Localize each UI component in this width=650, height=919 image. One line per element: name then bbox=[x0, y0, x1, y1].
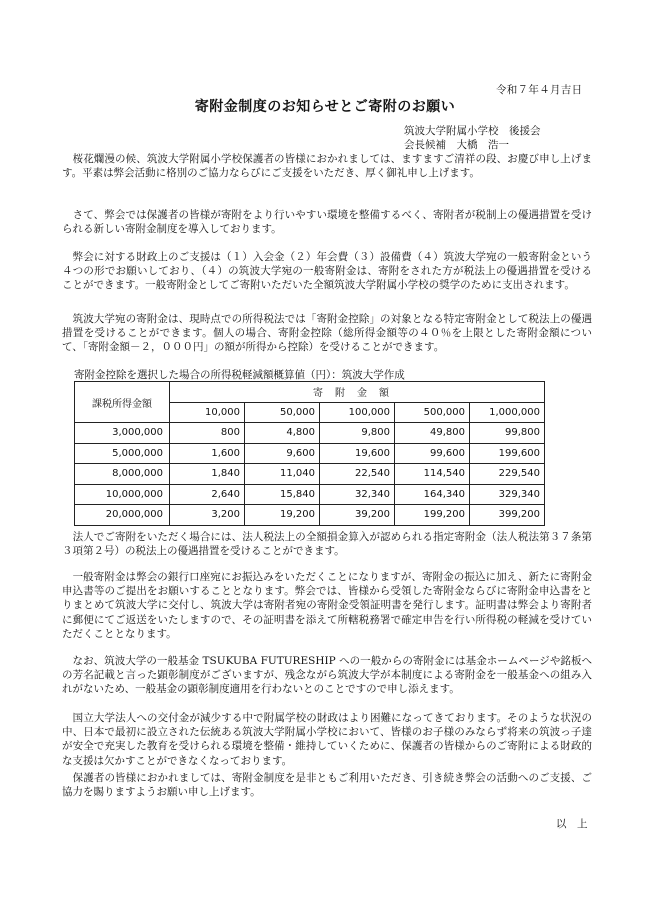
amount-column-header: 1,000,000 bbox=[470, 402, 545, 423]
value-cell: 99,600 bbox=[395, 443, 470, 464]
value-cell: 99,800 bbox=[470, 423, 545, 444]
value-cell: 9,800 bbox=[320, 423, 395, 444]
table-row bbox=[75, 484, 545, 505]
value-cell: 114,540 bbox=[395, 464, 470, 485]
paragraph-greeting: 桜花爛漫の候、筑波大学附属小学校保護者の皆様におかれましては、ますますご清祥の段、お慶び申し上げます。平素は弊会活動に格別のご協力ならびにご支援をいただき、厚く御礼申し上げます。 bbox=[62, 153, 592, 180]
sender-name: 会長候補 大橋 浩一 bbox=[404, 139, 509, 151]
value-cell: 329,340 bbox=[470, 484, 545, 505]
value-cell: 199,200 bbox=[395, 505, 470, 526]
value-cell: 49,800 bbox=[395, 423, 470, 444]
paragraph-support-types: 弊会に対する財政上のご支援は（１）入会金（２）年会費（３）設備費（４）筑波大学宛の一般寄附金という４つの形でお願いしており、（４）の筑波大学宛の一般寄附金は、寄附をされた方が税法上の優遇措置を受けることができます。一般寄附金としてご寄附いただいた全額筑波大学附属小学校の奨学のために支出されます。 bbox=[62, 251, 592, 292]
value-cell: 32,340 bbox=[320, 484, 395, 505]
paragraph-procedure: 一般寄附金は弊会の銀行口座宛にお振込みをいただくことになりますが、寄附金の振込に加え、新たに寄附金申込書等のご提出をお願いすることとなります。弊会では、皆様から受領した寄附金ならびに寄附金申込書をとりまとめて筑波大学に交付し、筑波大学は寄附者宛の寄附金受領証明書を発行します。証明書は弊会より寄附者に郵便にてご返送をいたしますので、その証明書を添えて所轄税務署で確定申告を行い所得税の軽減を受けていただくこととなります。 bbox=[62, 571, 592, 640]
letter-title: 寄附金制度のお知らせとご寄附のお願い bbox=[194, 99, 456, 115]
paragraph-corporate: 法人でご寄附をいただく場合には、法人税法上の全額損金算入が認められる指定寄附金（法人税法第３７条第３項第２号）の税法上の優遇措置を受けることができます。 bbox=[62, 531, 592, 558]
value-cell: 19,600 bbox=[320, 443, 395, 464]
value-cell: 19,200 bbox=[245, 505, 320, 526]
value-cell: 4,800 bbox=[245, 423, 320, 444]
table-row bbox=[75, 464, 545, 485]
value-cell: 1,600 bbox=[170, 443, 245, 464]
value-cell: 800 bbox=[170, 423, 245, 444]
amount-column-header: 10,000 bbox=[170, 402, 245, 423]
paragraph-request: 保護者の皆様におかれましては、寄附金制度を是非ともご利用いただき、引き続き弊会の活動へのご支援、ご協力を賜りますようお願い申し上げます。 bbox=[62, 772, 592, 799]
income-cell: 8,000,000 bbox=[75, 464, 170, 485]
income-cell: 3,000,000 bbox=[75, 423, 170, 444]
income-column-header: 課税所得金額 bbox=[75, 382, 170, 423]
paragraph-tax-deduction: 筑波大学宛の寄附金は、現時点での所得税法では「寄附金控除」の対象となる特定寄附金として税法上の優遇措置を受けることができます。個人の場合、寄附金控除（総所得金額等の４０％を上限とした寄附金額について、「寄附金額－２，０００円」の額が所得から控除）を受けることができます。 bbox=[62, 313, 592, 354]
value-cell: 22,540 bbox=[320, 464, 395, 485]
amount-column-header: 500,000 bbox=[395, 402, 470, 423]
value-cell: 39,200 bbox=[320, 505, 395, 526]
paragraph-futureship: なお、筑波大学の一般基金 TSUKUBA FUTURESHIP への一般からの寄附金には基金ホームページや銘板への芳名記載と言った顕彰制度がございますが、残念ながら筑波大学が本制度による寄附金を一般基金への組み入れがないため、一般基金の顕彰制度適用を行わないとのことですので申し添えます。 bbox=[62, 655, 592, 696]
value-cell: 199,600 bbox=[470, 443, 545, 464]
value-cell: 15,840 bbox=[245, 484, 320, 505]
tax-reduction-table bbox=[74, 381, 545, 526]
value-cell: 399,200 bbox=[470, 505, 545, 526]
value-cell: 11,040 bbox=[245, 464, 320, 485]
amount-column-header: 50,000 bbox=[245, 402, 320, 423]
table-caption: 寄附金控除を選択した場合の所得税軽減額概算値（円）：筑波大学作成 bbox=[74, 369, 405, 381]
income-cell: 5,000,000 bbox=[75, 443, 170, 464]
letter-date: 令和７年４月吉日 bbox=[496, 84, 583, 96]
paragraph-funding-situation: 国立大学法人への交付金が減少する中で附属学校の財政はより困難になってきております。そのような状況の中、日本で最初に設立された伝統ある筑波大学附属小学校において、皆様のお子様のみならず将来の筑波っ子達が安全で充実した教育を受けられる環境を整備・維持していくために、保護者の皆様からのご寄附による財政的な支援は欠かすことができなくなっております。 bbox=[62, 712, 592, 767]
value-cell: 229,540 bbox=[470, 464, 545, 485]
value-cell: 9,600 bbox=[245, 443, 320, 464]
amount-column-header: 100,000 bbox=[320, 402, 395, 423]
income-cell: 10,000,000 bbox=[75, 484, 170, 505]
donation-amount-header: 寄附金額 bbox=[170, 382, 545, 403]
closing-mark: 以 上 bbox=[556, 818, 588, 830]
paragraph-introduction: さて、弊会では保護者の皆様が寄附をより行いやすい環境を整備するべく、寄附者が税制上の優遇措置を受けられる新しい寄附金制度を導入しております。 bbox=[62, 209, 592, 236]
income-cell: 20,000,000 bbox=[75, 505, 170, 526]
table-row bbox=[75, 423, 545, 444]
value-cell: 3,200 bbox=[170, 505, 245, 526]
value-cell: 2,640 bbox=[170, 484, 245, 505]
value-cell: 164,340 bbox=[395, 484, 470, 505]
table-header-row bbox=[75, 382, 545, 403]
value-cell: 1,840 bbox=[170, 464, 245, 485]
sender-organization: 筑波大学附属小学校 後援会 bbox=[404, 125, 541, 137]
sender-block bbox=[404, 124, 541, 152]
table-row bbox=[75, 505, 545, 526]
table-row bbox=[75, 443, 545, 464]
